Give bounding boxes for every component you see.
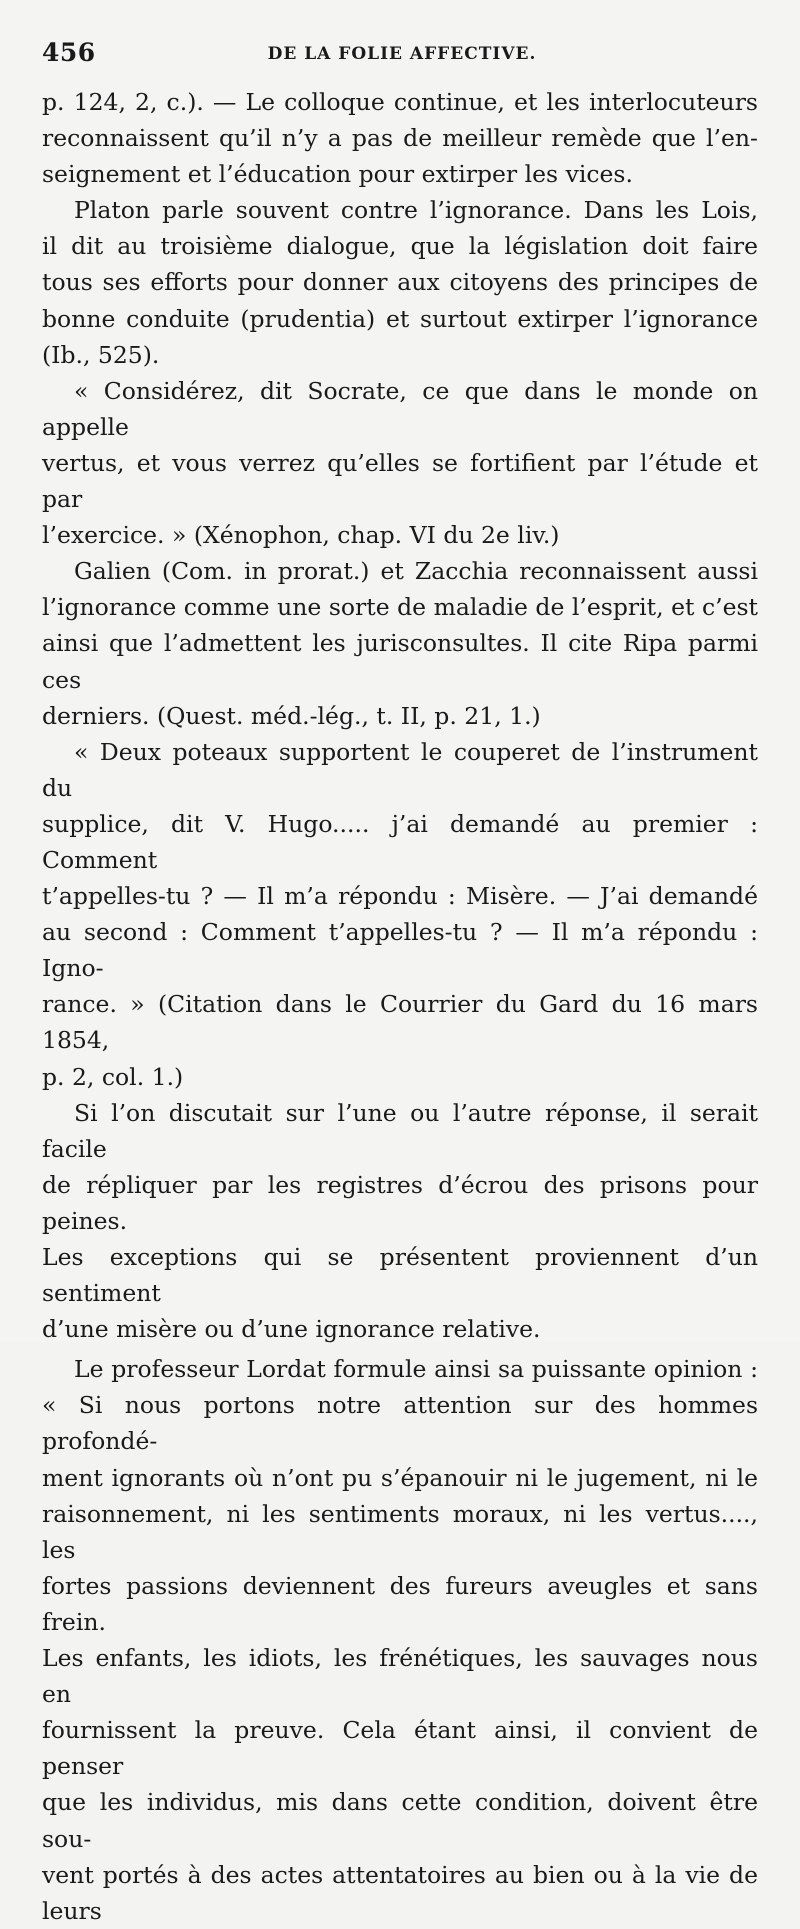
text-line: « Deux poteaux supportent le couperet de l’instrument du [42,737,758,802]
text-line: Les enfants, les idiots, les frénétiques, les sauvages nous en [42,1644,758,1709]
text-line: au second : Comment t’appelles-tu ? — Il m’a répondu : Igno- [42,918,758,983]
text-line: supplice, dit V. Hugo..... j’ai demandé au premier : Comment [42,809,758,874]
text-line: t’appelles-tu ? — Il m’a répondu : Misère. — J’ai demandé [42,882,758,911]
text-line: d’une misère ou d’une ignorance relative. [42,1315,541,1344]
text-line: tous ses efforts pour donner aux citoyens des principes de [42,268,758,297]
text-line: ainsi que l’admettent les jurisconsultes. Il cite Ripa parmi ces [42,629,758,694]
text-line: rance. » (Citation dans le Courrier du Gard du 16 mars 1854, [42,990,758,1055]
text-line: de répliquer par les registres d’écrou des prisons pour peines. [42,1170,758,1235]
text-line: p. 2, col. 1.) [42,1062,184,1091]
text-line: (Ib., 525). [42,340,160,369]
text-line: bonne conduite (prudentia) et surtout extirper l’ignorance [42,304,758,333]
text-line: l’exercice. » (Xénophon, chap. VI du 2e liv.) [42,521,560,550]
page-number: 456 [42,38,96,67]
text-line: reconnaissent qu’il n’y a pas de meilleur remède que l’en- [42,124,758,153]
text-line: Le professeur Lordat formule ainsi sa puissante opinion : [74,1355,758,1384]
text-line: fournissent la preuve. Cela étant ainsi, il convient de penser [42,1716,758,1781]
text-line: raisonnement, ni les sentiments moraux, ni les vertus...., les [42,1499,758,1564]
text-line: derniers. (Quest. méd.-lég., t. II, p. 21, 1.) [42,701,541,730]
text-line: « Considérez, dit Socrate, ce que dans le monde on appelle [42,376,758,441]
text-line: Si l’on discutait sur l’une ou l’autre réponse, il serait facile [42,1098,758,1163]
text-line: l’ignorance comme une sorte de maladie de l’esprit, et c’est [42,593,758,622]
text-line: p. 124, 2, c.). — Le colloque continue, et les interlocuteurs [42,88,758,116]
text-line: « Si nous portons notre attention sur des hommes profondé- [42,1391,758,1456]
text-line: Platon parle souvent contre l’ignorance. Dans les Lois, [74,196,758,225]
body-text [42,84,758,1929]
running-head: DE LA FOLIE AFFECTIVE. [267,44,537,64]
text-line: ment ignorants où n’ont pu s’épanouir ni le jugement, ni le [42,1463,758,1492]
text-line: que les individus, mis dans cette condition, doivent être sou- [42,1788,758,1853]
text-line: Les exceptions qui se présentent proviennent d’un sentiment [42,1243,758,1308]
text-line: Galien (Com. in prorat.) et Zacchia reconnaissent aussi [74,557,758,586]
text-line: vent portés à des actes attentatoires au bien ou à la vie de leurs [42,1860,758,1925]
text-line: il dit au troisième dialogue, que la législation doit faire [42,232,758,261]
text-line: seignement et l’éducation pour extirper les vices. [42,160,633,189]
page-header [42,38,762,68]
text-line: fortes passions deviennent des fureurs aveugles et sans frein. [42,1571,758,1636]
text-line: vertus, et vous verrez qu’elles se fortifient par l’étude et par [42,448,758,514]
